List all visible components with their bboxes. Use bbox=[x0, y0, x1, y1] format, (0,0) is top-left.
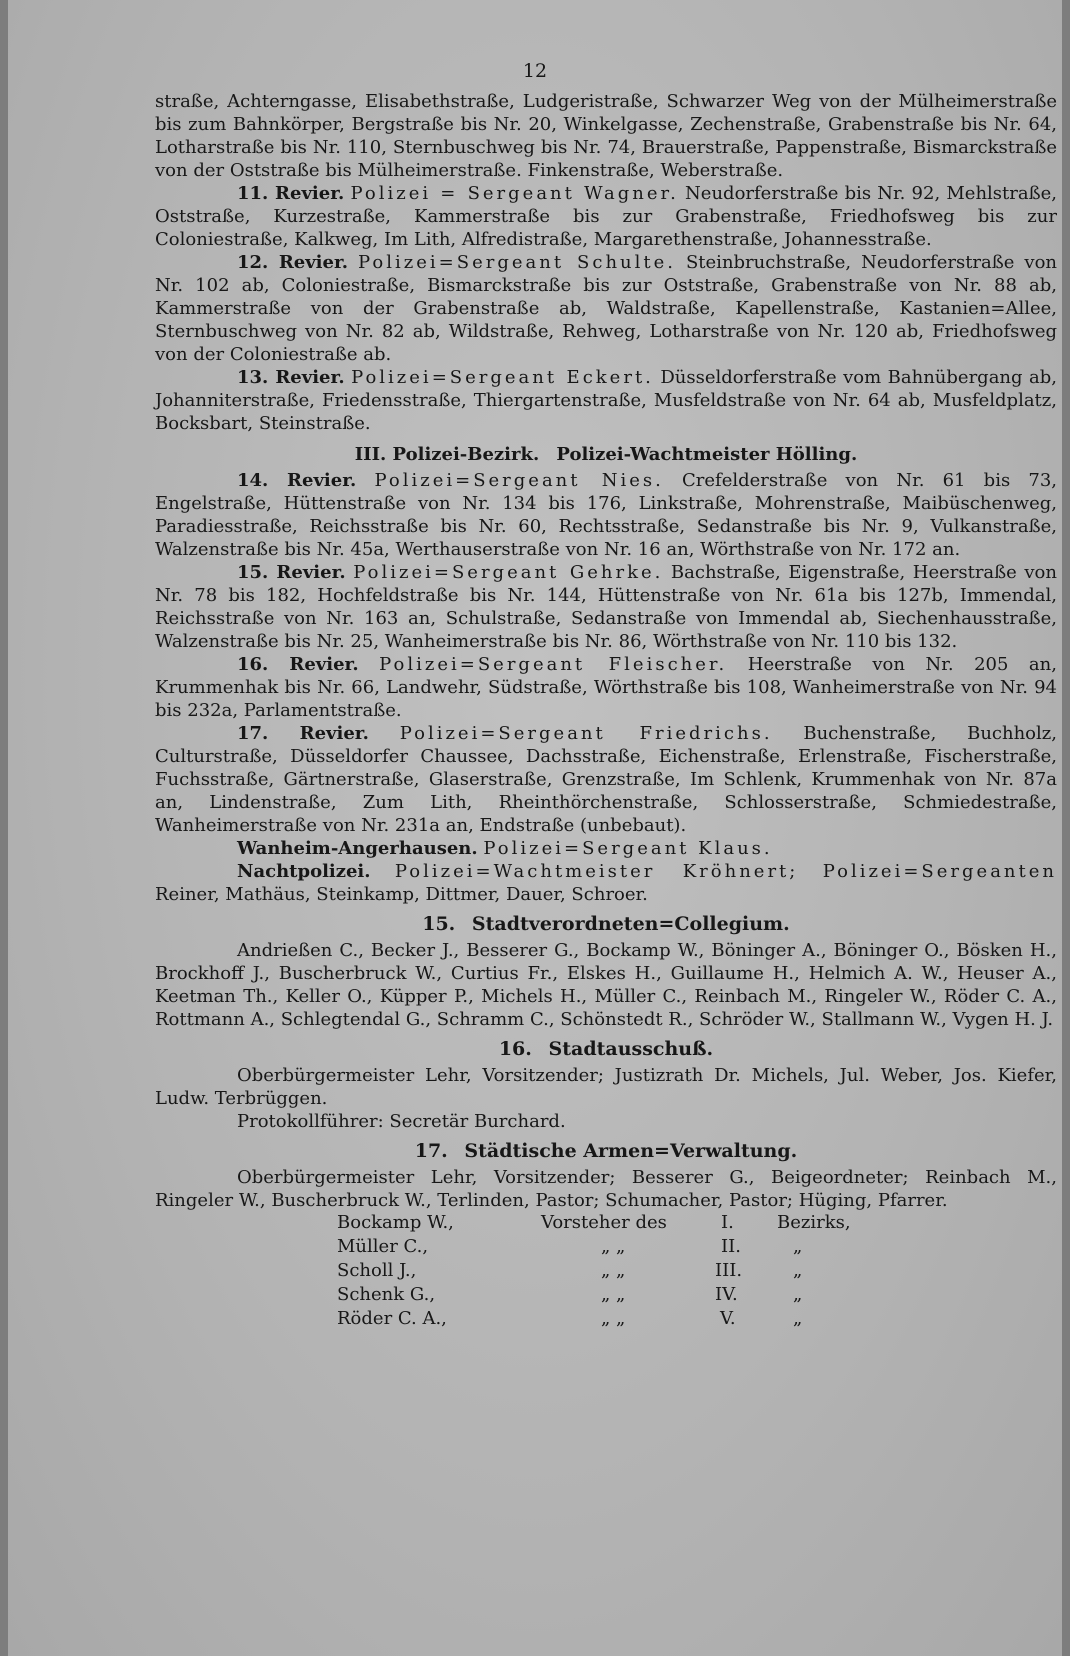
table-row bbox=[155, 1284, 1055, 1308]
paragraph-collegium: Andrießen C., Becker J., Besserer G., Bockamp W., Böninger A., Böninger O., Bösken H., Brockhoff J., Buscherbruck W., Curtius Fr., Elskes H., Guillaume H., Helmich A. W., Heuser A., Keetman Th., Keller O., Küpper P., Michels H., Müller C., Reinbach M., Ringeler W., Röder C. A., Rottmann A., Schlegtendal G., Schramm C., Schönstedt R., Schröder W., Stallmann W., Vygen H. J. bbox=[155, 940, 1057, 1030]
revier-label: 16. Revier. bbox=[237, 654, 359, 675]
document-body bbox=[155, 90, 1057, 1332]
document-page bbox=[8, 0, 1062, 1656]
bezirk-number: II. bbox=[721, 1236, 741, 1257]
vorsteher-name: Röder C. A., bbox=[337, 1308, 447, 1329]
bezirk-unit: „ bbox=[793, 1236, 803, 1257]
revier-streets: Neudorferstraße bis Nr. 92, Mehlstraße, Oststraße, Kurzestraße, Kammerstraße bis zur Grabenstraße, Friedhofsweg bis zur Coloniestraße, Kalkweg, Im Lith, Alfredistraße, Margarethenstraße, Johannesstraße. bbox=[155, 183, 1058, 250]
revier-label: 14. Revier. bbox=[237, 470, 357, 491]
paragraph-nachtpolizei bbox=[155, 860, 1057, 906]
wanheim-officer: Polizei=Sergeant Klaus. bbox=[483, 838, 773, 859]
table-row bbox=[155, 1260, 1055, 1284]
nacht-label: Nachtpolizei. bbox=[237, 861, 371, 882]
section-number: 16. bbox=[498, 1038, 532, 1060]
paragraph-revier-17 bbox=[155, 722, 1057, 837]
paragraph-revier-14 bbox=[155, 469, 1057, 561]
bezirk-unit: „ bbox=[793, 1260, 803, 1281]
bezirk-unit: „ bbox=[793, 1308, 803, 1329]
paragraph-revier-10-cont: straße, Achterngasse, Elisabethstraße, Ludgeristraße, Schwarzer Weg von der Mülheimerstraße bis zum Bahnkörper, Bergstraße bis Nr. 20, Winkelgasse, Zechenstraße, Grabenstraße bis Nr. 64, Lotharstraße bis Nr. 110, Sternbuschweg bis Nr. 74, Brauerstraße, Pappenstraße, Bismarckstraße von der Oststraße bis Mülheimerstraße. Finkenstraße, Weberstraße. bbox=[155, 91, 1057, 181]
paragraph-revier-15 bbox=[155, 561, 1057, 653]
section-title: Städtische Armen=Verwaltung. bbox=[464, 1140, 798, 1162]
section-title: Stadtverordneten=Collegium. bbox=[471, 913, 790, 935]
bezirk-label: III. Polizei-Bezirk. bbox=[354, 444, 540, 465]
revier-streets: Buchenstraße, Buchholz, Culturstraße, Düsseldorfer Chaussee, Dachsstraße, Eichenstraße, Erlenstraße, Fischerstraße, Fuchsstraße, Gärtnerstraße, Glaserstraße, Grenzstraße, Im Schlenk, Krummenhak von Nr. 87a an, Lindenstraße, Zum Lith, Rheinthörchenstraße, Schlosserstraße, Schmiedestraße, Wanheimerstraße von Nr. 231a an, Endstraße (unbebaut). bbox=[155, 723, 1057, 836]
paragraph-stadtausschuss: Oberbürgermeister Lehr, Vorsitzender; Justizrath Dr. Michels, Jul. Weber, Jos. Kiefer, Ludw. Terbrüggen. bbox=[155, 1065, 1057, 1109]
revier-label: 12. Revier. bbox=[237, 252, 349, 273]
revier-officer: Polizei=Sergeant Friedrichs. bbox=[399, 723, 773, 744]
revier-streets: Heerstraße von Nr. 205 an, Krummenhak bis Nr. 66, Landwehr, Südstraße, Wörthstraße bis 108, Wanheimerstraße von Nr. 94 bis 232a, Parlamentstraße. bbox=[155, 654, 1057, 721]
vorsteher-name: Müller C., bbox=[337, 1236, 429, 1257]
revier-label: 15. Revier. bbox=[237, 562, 346, 583]
section-heading-15 bbox=[155, 912, 1057, 936]
table-row bbox=[155, 1236, 1055, 1260]
vorsteher-role: Vorsteher des bbox=[541, 1212, 667, 1233]
bezirk-heading bbox=[155, 443, 1057, 467]
revier-officer: Polizei=Sergeant Gehrke. bbox=[353, 562, 664, 583]
revier-label: 13. Revier. bbox=[237, 367, 345, 388]
table-row bbox=[155, 1212, 1055, 1236]
section-number: 17. bbox=[414, 1140, 448, 1162]
revier-streets: Düsseldorferstraße vom Bahnübergang ab, Johanniterstraße, Friedensstraße, Thiergartenstraße, Musfeldstraße von Nr. 64 ab, Musfeldplatz, Bocksbart, Steinstraße. bbox=[155, 367, 1057, 434]
paragraph-wanheim bbox=[155, 837, 1057, 860]
section-heading-17 bbox=[155, 1139, 1057, 1163]
revier-officer: Polizei = Sergeant Wagner. bbox=[350, 183, 679, 204]
revier-label: 17. Revier. bbox=[237, 723, 369, 744]
paragraph-revier-11 bbox=[155, 182, 1057, 251]
vorsteher-table bbox=[155, 1212, 1057, 1332]
bezirk-number: I. bbox=[721, 1212, 734, 1233]
vorsteher-role: „ „ bbox=[601, 1308, 626, 1329]
revier-streets: Steinbruchstraße, Neudorferstraße von Nr. 102 ab, Coloniestraße, Bismarckstraße bis zur Oststraße, Grabenstraße von Nr. 88 ab, Kammerstraße von der Grabenstraße ab, Waldstraße, Kapellenstraße, Kastanien=Allee, Sternbuschweg von Nr. 82 ab, Wildstraße, Rehweg, Lotharstraße von Nr. 120 ab, Friedhofsweg von der Coloniestraße ab. bbox=[155, 252, 1057, 365]
revier-streets: Crefelderstraße von Nr. 61 bis 73, Engelstraße, Hüttenstraße von Nr. 134 bis 176, Linkstraße, Mohrenstraße, Maibüschenweg, Paradiesstraße, Reichsstraße bis Nr. 60, Rechtsstraße, Sedanstraße bis Nr. 9, Vulkanstraße, Walzenstraße bis Nr. 45a, Werthauserstraße von Nr. 16 an, Wörthstraße von Nr. 172 an. bbox=[155, 470, 1057, 560]
vorsteher-name: Scholl J., bbox=[337, 1260, 417, 1281]
vorsteher-role: „ „ bbox=[601, 1284, 626, 1305]
revier-streets: Bachstraße, Eigenstraße, Heerstraße von Nr. 78 bis 182, Hochfeldstraße bis Nr. 144, Hüttenstraße von Nr. 61a bis 127b, Immendal, Reichsstraße von Nr. 163 an, Schulstraße, Sedanstraße von Immendal ab, Siechenhausstraße, Walzenstraße bis Nr. 25, Wanheimerstraße bis Nr. 86, Wörthstraße von Nr. 110 bis 132. bbox=[155, 562, 1057, 652]
section-heading-16 bbox=[155, 1037, 1057, 1061]
vorsteher-name: Schenk G., bbox=[337, 1284, 436, 1305]
paragraph-protokoll: Protokollführer: Secretär Burchard. bbox=[237, 1111, 566, 1132]
nacht-officer-1: Polizei=Wachtmeister Kröhnert; bbox=[394, 861, 799, 882]
vorsteher-role: „ „ bbox=[601, 1236, 626, 1257]
paragraph-armenverwaltung: Oberbürgermeister Lehr, Vorsitzender; Besserer G., Beigeordneter; Reinbach M., Ringeler W., Buscherbruck W., Terlinden, Pastor; Schumacher, Pastor; Hüging, Pfarrer. bbox=[155, 1167, 1057, 1211]
revier-label: 11. Revier. bbox=[237, 183, 345, 204]
bezirk-chief: Polizei-Wachtmeister Hölling. bbox=[556, 444, 858, 465]
vorsteher-name: Bockamp W., bbox=[337, 1212, 454, 1233]
revier-officer: Polizei=Sergeant Fleischer. bbox=[379, 654, 728, 675]
bezirk-number: III. bbox=[715, 1260, 743, 1281]
section-number: 15. bbox=[422, 913, 456, 935]
paragraph-revier-12 bbox=[155, 251, 1057, 366]
paragraph-revier-16 bbox=[155, 653, 1057, 722]
page-number: 12 bbox=[522, 60, 548, 82]
bezirk-unit: „ bbox=[793, 1284, 803, 1305]
section-title: Stadtausschuß. bbox=[548, 1038, 714, 1060]
revier-officer: Polizei=Sergeant Nies. bbox=[374, 470, 664, 491]
revier-officer: Polizei=Sergeant Schulte. bbox=[358, 252, 676, 273]
revier-officer: Polizei=Sergeant Eckert. bbox=[351, 367, 654, 388]
paragraph-revier-13 bbox=[155, 366, 1057, 435]
bezirk-number: IV. bbox=[715, 1284, 738, 1305]
bezirk-number: V. bbox=[720, 1308, 736, 1329]
nacht-officer-2: Polizei=Sergeanten bbox=[822, 861, 1057, 882]
wanheim-label: Wanheim-Angerhausen. bbox=[237, 838, 478, 859]
table-row bbox=[155, 1308, 1055, 1332]
bezirk-unit: Bezirks, bbox=[777, 1212, 851, 1233]
vorsteher-role: „ „ bbox=[601, 1260, 626, 1281]
nacht-names: Reiner, Mathäus, Steinkamp, Dittmer, Dauer, Schroer. bbox=[155, 884, 648, 905]
